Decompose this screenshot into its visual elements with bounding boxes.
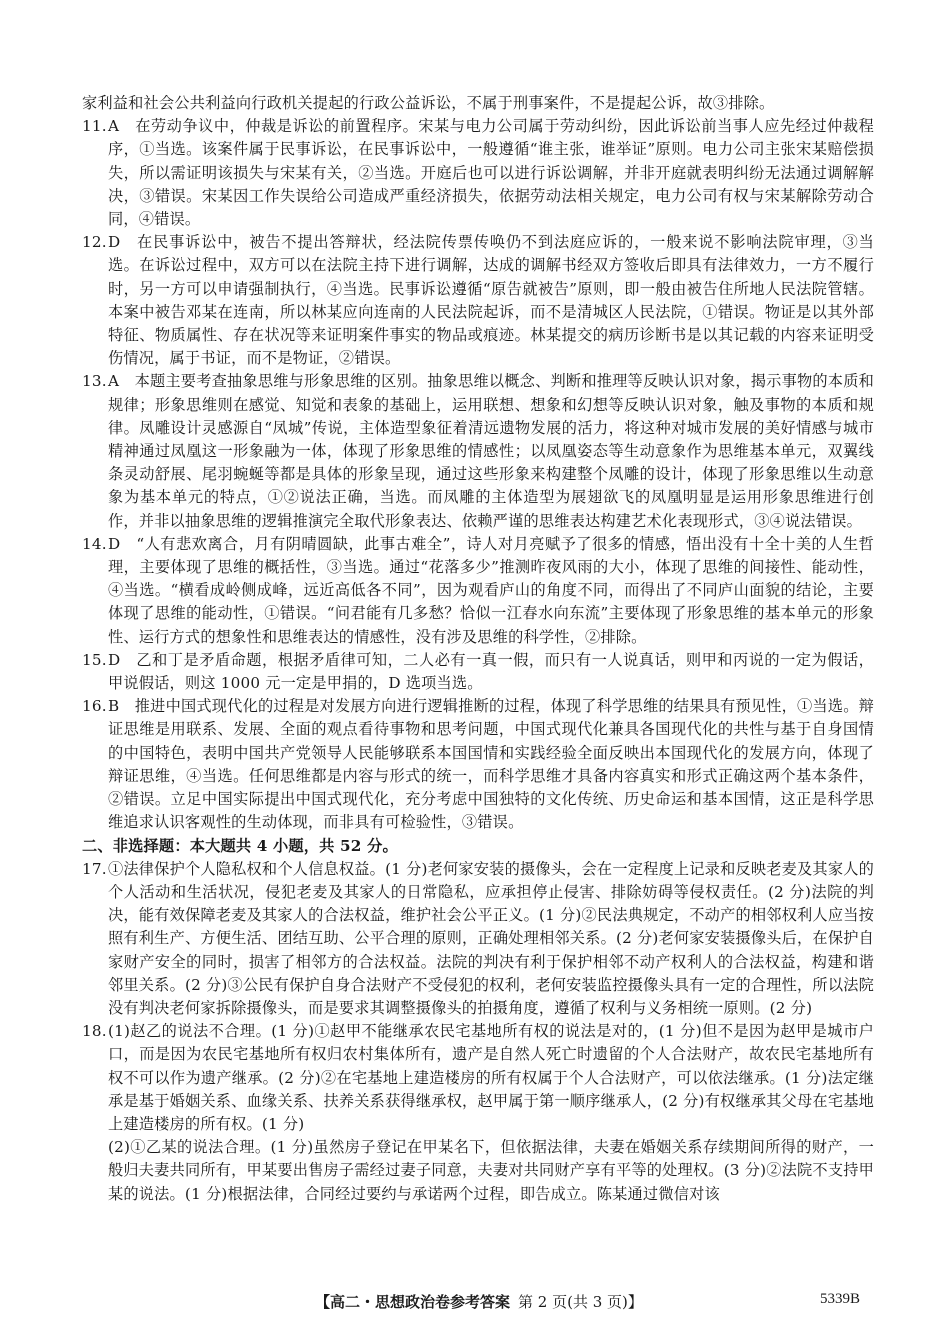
item-text: A 本题主要考查抽象思维与形象思维的区别。抽象思维以概念、判断和推理等反映认识对象，揭示事物的本质和规律；形象思维则在感觉、知觉和表象的基础上，运用联想、想象和幻想等反映认识对象，触及事物的本质和规律。凤雕设计灵感源自“凤城”传说，主体造型象征着清远遗物发展的活力，将这种对城市发展的美好情感与城市精神通过凤凰这一形象融为一体，体现了形象思维的情感性；以凤凰姿态等生动意象作为思维基本单元，双翼线条灵动舒展、尾羽蜿蜒等都是具体的形象呈现，通过这些形象来构建整个凤雕的设计，体现了形象思维以生动意象为基本单元的特点，①②说法正确，当选。而凤雕的主体造型为展翅欲飞的凤凰明显是运用形象思维进行创作，并非以抽象思维的逻辑推演完全取代形象表达、依赖严谨的思维表达构建艺术化表现形式，③④说法错误。 [108,372,874,530]
item-text: D 乙和丁是矛盾命题，根据矛盾律可知，二人必有一真一假，而只有一人说真话，则甲和丙说的一定为假话，甲说假话，则这 1000 元一定是甲捐的，D 选项当选。 [108,650,874,693]
footer-page-number: 第 2 页(共 3 页)】 [518,1293,643,1311]
item-number: 13. [82,372,107,391]
answer-item-18 [82,1020,874,1136]
answer-item-11 [82,115,874,231]
section-heading: 二、非选择题：本大题共 4 小题，共 52 分。 [82,836,398,855]
answer-item-14 [82,533,874,649]
footer-code: 5339B [820,1291,861,1307]
item-number: 12. [82,233,107,252]
answer-item-12 [82,231,874,370]
item-text: D “人有悲欢离合，月有阴晴圆缺，此事古难全”，诗人对月亮赋予了很多的情感，悟出没有十全十美的人生哲理，主要体现了思维的概括性，③当选。通过“花落多少”推测昨夜风雨的大小，体现了思维的间接性、能动性，④当选。“横看成岭侧成峰，远近高低各不同”，因为观看庐山的角度不同，而得出了不同庐山面貌的结论，主要体现了思维的能动性，①错误。“问君能有几多愁？恰似一江春水向东流”主要体现了形象思维的基本单元的形象性、运行方式的想象性和思维表达的情感性，没有涉及思维的科学性，②排除。 [108,534,874,646]
paragraph-continued: 家利益和社会公共利益向行政机关提起的行政公益诉讼，不属于刑事案件，不是提起公诉，故③排除。 [82,94,775,112]
answer-item-15 [82,649,874,695]
page-footer [0,1291,950,1315]
item-number: 15. [82,650,107,669]
item-number: 16. [82,697,107,716]
item-text: (1)赵乙的说法不合理。(1 分)①赵甲不能继承农民宅基地所有权的说法是对的，(1 分)但不是因为赵甲是城市户口，而是因为农民宅基地所有权归农村集体所有，遗产是自然人死亡时遗留的个人合法财产，故农民宅基地所有权不可以作为遗产继承。(2 分)②在宅基地上建造楼房的所有权属于个人合法财产，可以依法继承。(1 分)法定继承是基于婚姻关系、血缘关系、扶养关系获得继承权，赵甲属于第一顺序继承人，(2 分)有权继承其父母在宅基地上建造楼房的所有权。(1 分) [108,1022,874,1133]
item-number: 18. [82,1022,107,1041]
item-text: ①法律保护个人隐私权和个人信息权益。(1 分)老何家安装的摄像头，会在一定程度上记录和反映老麦及其家人的个人活动和生活状况，侵犯老麦及其家人的日常隐私，应承担停止侵害、排除妨碍等侵权责任。(2 分)法院的判决，能有效保障老麦及其家人的合法权益，维护社会公平正义。(1 分)②民法典规定，不动产的相邻权利人应当按照有利生产、方便生活、团结互助、公平合理的原则，正确处理相邻关系。(2 分)老何家安装摄像头后，在保护自家财产安全的同时，损害了相邻方的合法权益。法院的判决有利于保护相邻不动产权利人的合法权益，构建和谐邻里关系。(2 分)③公民有保护自身合法财产不受侵犯的权利，老何安装监控摄像头具有一定的合理性，所以法院没有判决老何家拆除摄像头，而是要求其调整摄像头的拍摄角度，遵循了权利与义务相统一原则。(2 分) [108,859,874,1017]
answer-item-16 [82,695,874,834]
footer-title [315,1291,643,1312]
footer-title-text: 【高二・思想政治卷参考答案 [315,1293,511,1311]
item-text: B 推进中国式现代化的过程是对发展方向进行逻辑推断的过程，体现了科学思维的结果具有预见性，①当选。辩证思维是用联系、发展、全面的观点看待事物和思考问题，中国式现代化兼具各国现代化的共性与基于自身国情的中国特色，表明中国共产党领导人民能够联系本国国情和实践经验全面反映出本国现代化的发展方向，体现了辩证思维，④当选。任何思维都是内容与形式的统一，而科学思维才具备内容真实和形式正确这两个基本条件，②错误。立足中国实际提出中国式现代化，充分考虑中国独特的文化传统、历史命运和基本国情，这正是科学思维追求认识客观性的生动体现，而非具有可检验性，③错误。 [108,697,874,832]
item-number: 14. [82,534,107,553]
item-text: D 在民事诉讼中，被告不提出答辩状，经法院传票传唤仍不到法庭应诉的，一般来说不影响法院审理，③当选。在诉讼过程中，双方可以在法院主持下进行调解，达成的调解书经双方签收后即具有法律效力，一方不履行时，另一方可以申请强制执行，④当选。民事诉讼遵循“原告就被告”原则，即一般由被告住所地人民法院管辖。本案中被告邓某在连南，所以林某应向连南的人民法院起诉，而不是清城区人民法院，①错误。物证是以其外部特征、物质属性、存在状况等来证明案件事实的物品或痕迹。林某提交的病历诊断书是以其记载的内容来证明受伤情况，属于书证，而不是物证，②错误。 [108,233,874,368]
answer-item-13 [82,370,874,532]
answer-content [82,92,874,1206]
item-text: A 在劳动争议中，仲裁是诉讼的前置程序。宋某与电力公司属于劳动纠纷，因此诉讼前当事人应先经过仲裁程序，①当选。该案件属于民事诉讼，在民事诉讼中，一般遵循“谁主张，谁举证”原则。电力公司主张宋某赔偿损失，所以需证明该损失与宋某有关，②当选。开庭后也可以进行诉讼调解，并非开庭就表明纠纷无法通过调解解决，③错误。宋某因工作失误给公司造成严重经济损失，依据劳动法相关规定，电力公司有权与宋某解除劳动合同，④错误。 [108,117,874,229]
answer-item-17 [82,858,874,1020]
answer-item-18-part-2: (2)①乙某的说法合理。(1 分)虽然房子登记在甲某名下，但依据法律，夫妻在婚姻关系存续期间所得的财产，一般归夫妻共同所有，甲某要出售房子需经过妻子同意，夫妻对共同财产享有平等的处理权。(3 分)②法院不支持甲某的说法。(1 分)根据法律，合同经过要约与承诺两个过程，即告成立。陈某通过微信对该 [108,1138,874,1203]
item-number: 11. [82,117,107,136]
item-number: 17. [82,859,107,878]
